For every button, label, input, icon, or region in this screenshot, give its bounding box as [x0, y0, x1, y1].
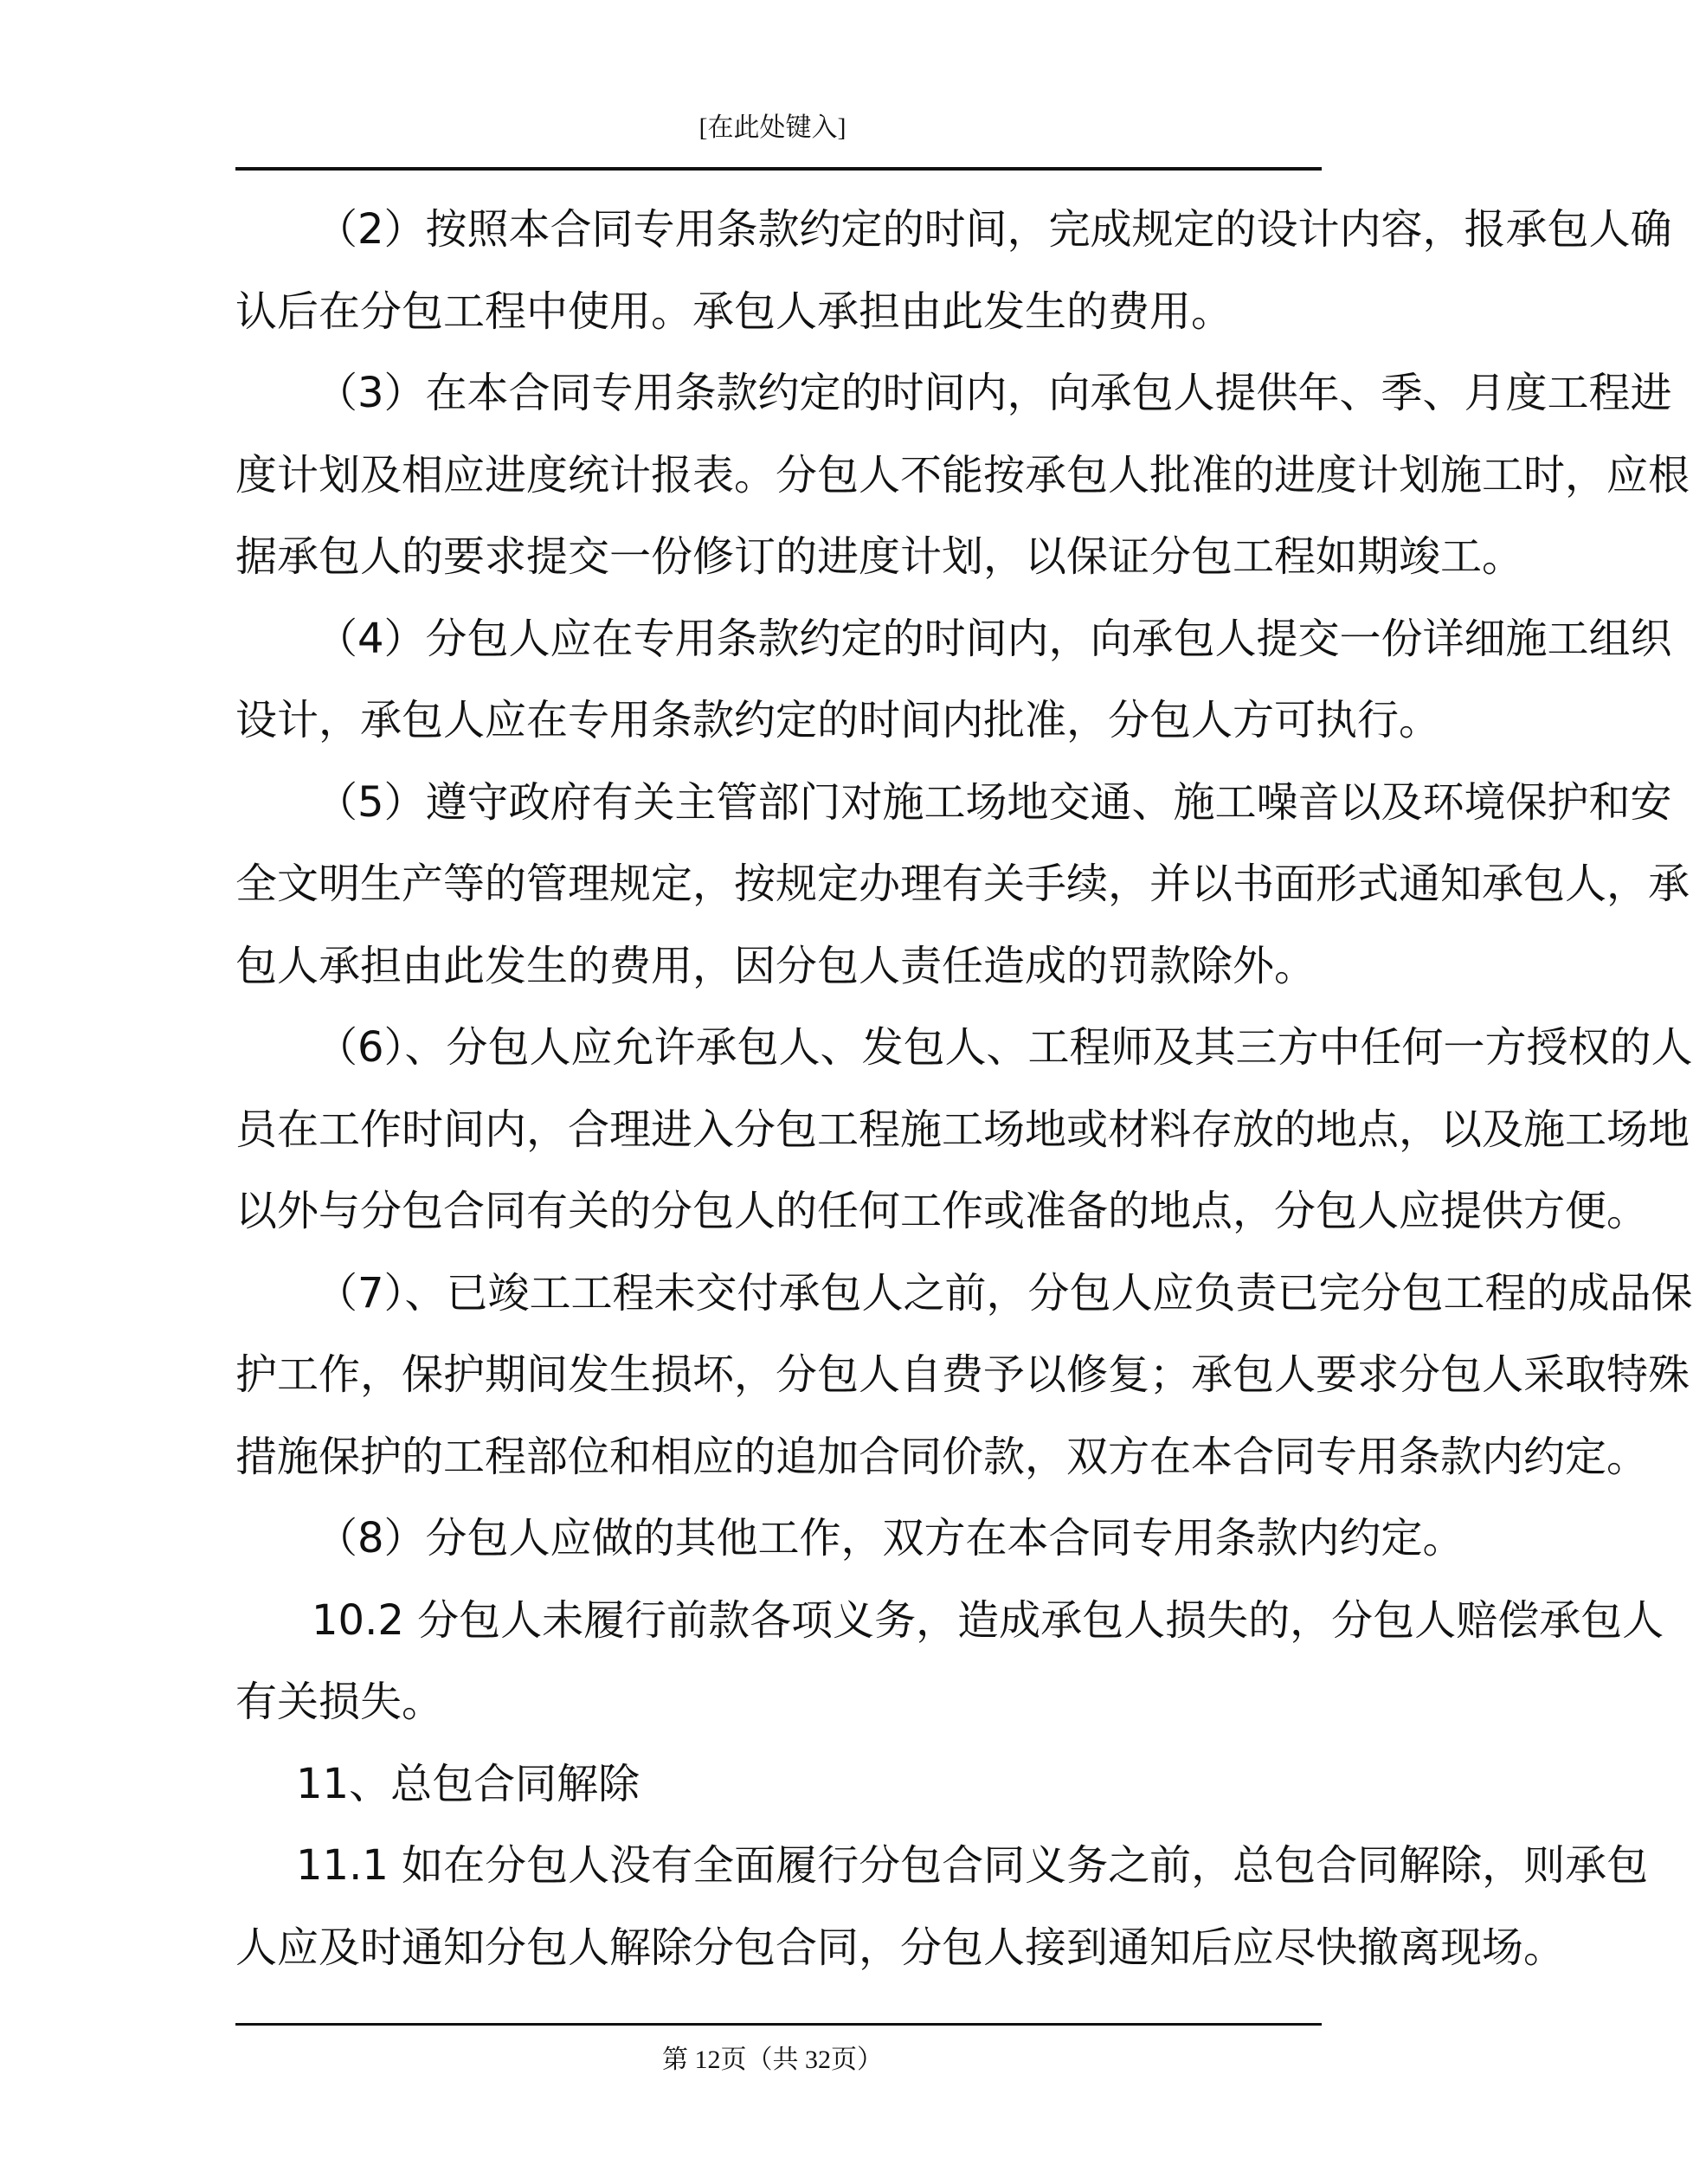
paragraph-line: 11、总包合同解除	[296, 1759, 641, 1808]
paragraph-line: 以外与分包合同有关的分包人的任何工作或准备的地点，分包人应提供方便。	[235, 1187, 1649, 1235]
paragraph	[235, 1825, 1649, 1988]
paragraph-line: （7）、已竣工工程未交付承包人之前，分包人应负责已完分包工程的成品保	[316, 1268, 1693, 1317]
paragraph-line: 认后在分包工程中使用。承包人承担由此发生的费用。	[235, 287, 1233, 336]
paragraph-line: 设计，承包人应在专用条款约定的时间内批准，分包人方可执行。	[235, 696, 1441, 744]
paragraph-line: 10.2 分包人未履行前款各项义务，造成承包人损失的，分包人赔偿承包人	[312, 1595, 1664, 1645]
paragraph-line: 据承包人的要求提交一份修订的进度计划，以保证分包工程如期竣工。	[235, 532, 1524, 581]
paragraph	[235, 762, 1690, 1008]
paragraph	[235, 1743, 1322, 1826]
paragraph	[235, 1007, 1693, 1253]
paragraph	[235, 352, 1690, 598]
paragraph-line: （6）、分包人应允许承包人、发包人、工程师及其三方中任何一方授权的人	[316, 1023, 1693, 1072]
header-divider	[235, 167, 1322, 171]
paragraph	[235, 598, 1672, 762]
paragraph-line: 措施保护的工程部位和相应的追加合同价款，双方在本合同专用条款内约定。	[235, 1432, 1649, 1481]
paragraph-line: 人应及时通知分包人解除分包合同，分包人接到通知后应尽快撤离现场。	[235, 1923, 1566, 1972]
footer-divider	[235, 2023, 1322, 2026]
paragraph-line: （5）遵守政府有关主管部门对施工场地交通、施工噪音以及环境保护和安	[316, 777, 1672, 827]
paragraph-line: 包人承担由此发生的费用，因分包人责任造成的罚款除外。	[235, 941, 1316, 990]
paragraph-line: （2）按照本合同专用条款约定的时间，完成规定的设计内容，报承包人确	[316, 205, 1672, 254]
page-number: 第 12页（共 32页）	[662, 2045, 883, 2074]
paragraph-line: （3）在本合同专用条款约定的时间内，向承包人提供年、季、月度工程进	[316, 369, 1672, 417]
paragraph	[235, 1580, 1664, 1743]
paragraph-line: 全文明生产等的管理规定，按规定办理有关手续，并以书面形式通知承包人，承	[235, 860, 1690, 908]
paragraph	[235, 1253, 1693, 1498]
paragraph-line: 度计划及相应进度统计报表。分包人不能按承包人批准的进度计划施工时，应根	[235, 450, 1690, 499]
paragraph-line: 11.1 如在分包人没有全面履行分包合同义务之前，总包合同解除，则承包	[296, 1841, 1649, 1890]
paragraph-line: 员在工作时间内，合理进入分包工程施工场地或材料存放的地点，以及施工场地	[235, 1105, 1690, 1154]
paragraph-line: （8）分包人应做的其他工作，双方在本合同专用条款内约定。	[316, 1514, 1464, 1562]
paragraph-line: 护工作，保护期间发生损坏，分包人自费予以修复；承包人要求分包人采取特殊	[235, 1350, 1690, 1399]
paragraph	[235, 189, 1672, 352]
document-body	[235, 189, 1693, 1988]
paragraph-line: （4）分包人应在专用条款约定的时间内，向承包人提交一份详细施工组织	[316, 614, 1672, 663]
paragraph-line: 有关损失。	[235, 1678, 444, 1726]
page-header-text: [在此处键入]	[698, 113, 846, 142]
paragraph	[235, 1498, 1464, 1580]
